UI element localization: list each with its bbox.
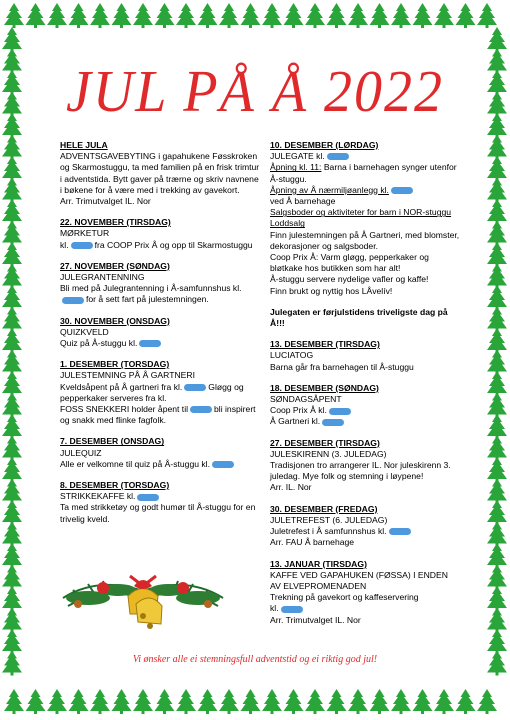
event-text-part: Barna går fra barnehagen til Å-stuggu: [270, 361, 414, 372]
event-text-part: Åpning kl. 11:: [270, 162, 322, 173]
tree-icon: [370, 3, 390, 28]
tree-icon: [2, 436, 22, 461]
redaction-mark: [139, 340, 161, 347]
tree-icon: [487, 135, 507, 160]
redaction-mark: [212, 461, 234, 468]
tree-icon: [262, 3, 282, 28]
tree-icon: [391, 3, 411, 28]
event-date-heading: 27. DESEMBER (TIRSDAG): [270, 437, 380, 448]
tree-icon: [2, 27, 22, 52]
tree-icon: [133, 689, 153, 714]
tree-icon: [487, 371, 507, 396]
event-text: [270, 162, 460, 184]
event-text: [60, 404, 260, 426]
event-text: [60, 283, 260, 305]
event-block: [60, 140, 260, 207]
tree-icon: [4, 3, 24, 28]
tree-icon: [262, 689, 282, 714]
event-text-part: fra COOP Prix Å og opp til Skarmostuggu: [94, 239, 253, 250]
tree-icon: [487, 285, 507, 310]
event-text-part: Trekning på gavekort og kaffeservering: [270, 592, 419, 603]
tree-icon: [487, 393, 507, 418]
tree-icon: [487, 70, 507, 95]
tree-icon: [198, 3, 218, 28]
event-text: [270, 482, 460, 493]
event-text: [270, 615, 460, 626]
tree-icon: [90, 689, 110, 714]
redaction-mark: [62, 297, 84, 304]
tree-icon: [413, 3, 433, 28]
tree-icon: [26, 689, 46, 714]
page-title: JUL PÅ Å 2022: [65, 59, 445, 125]
tree-icon: [2, 307, 22, 332]
tree-icon: [391, 689, 411, 714]
tree-icon: [2, 586, 22, 611]
tree-icon: [487, 565, 507, 590]
tree-icon: [487, 608, 507, 633]
event-text: [270, 592, 460, 603]
tree-icon: [2, 156, 22, 181]
redaction-mark: [329, 408, 351, 415]
event-text: [60, 240, 260, 251]
event-text-part: JULEQUIZ: [60, 447, 102, 458]
footer-greeting: Vi ønsker alle ei stemningsfull adventstid og ei riktig god jul!: [132, 654, 378, 665]
event-text-part: kl.: [270, 603, 279, 614]
tree-icon: [434, 3, 454, 28]
tree-icon: [487, 27, 507, 52]
event-block: [270, 504, 460, 549]
event-text-part: ved Å barnehage: [270, 196, 336, 207]
event-text: [60, 459, 260, 470]
event-text-part: Å Gartneri kl.: [270, 416, 321, 427]
event-text-part: ADVENTSGAVEBYTING i gapahukene Føsskroken og Skarmostuggu, ta med familien på en frisk trimtur i adventstida. Bytt gaver på trærne og skriv navnene i bøkene for å være med i trekking av gavekort.: [60, 151, 260, 195]
event-text: [60, 228, 260, 239]
tree-icon: [2, 135, 22, 160]
tree-icon: [2, 522, 22, 547]
event-block: [270, 438, 460, 494]
event-text: [270, 515, 460, 526]
tree-icon: [112, 689, 132, 714]
event-block: [60, 436, 260, 470]
tree-icon: [327, 3, 347, 28]
event-text: [60, 448, 260, 459]
event-text: [270, 460, 460, 482]
event-text-part: LUCIATOG: [270, 350, 314, 361]
event-text-part: Juletrefest i Å samfunnshus kl.: [270, 526, 387, 537]
tree-icon: [112, 3, 132, 28]
event-text: [270, 196, 460, 207]
tree-icon: [327, 689, 347, 714]
event-text-part: Finn brukt og nyttig hos LÅvelív!: [270, 285, 393, 296]
event-text: [270, 307, 460, 329]
tree-icon: [348, 3, 368, 28]
event-text: [270, 362, 460, 373]
tree-icon: [348, 689, 368, 714]
event-text: [60, 327, 260, 338]
event-text-part: Barna i barnehagen synger utenfor Å-stuggu.: [270, 162, 457, 184]
event-text-part: Tradisjonen tro arrangerer IL. Nor juleskirenn 3. juledag. Mye folk og stemning i løypene!: [270, 460, 451, 482]
tree-icon: [2, 70, 22, 95]
tree-icon: [219, 3, 239, 28]
event-date-heading: HELE JULA: [60, 140, 108, 150]
event-text-part: Coop Prix Å kl.: [270, 405, 327, 416]
event-text: [270, 603, 460, 614]
event-text-part: Bli med på Julegrantenning i Å-samfunnshus kl.: [60, 283, 242, 294]
event-text: [60, 382, 260, 404]
event-date-heading: 27. NOVEMBER (SØNDAG): [60, 260, 170, 271]
event-text: [270, 537, 460, 548]
tree-icon: [487, 436, 507, 461]
event-text: [270, 416, 460, 427]
tree-icon: [26, 3, 46, 28]
event-text-part: Kveldsåpent på Å gartneri fra kl.: [60, 381, 183, 392]
event-text-part: Quiz på Å-stuggu kl.: [60, 338, 138, 349]
right-column: [270, 140, 460, 636]
event-text-part: bli inspirert og snakk med flinke fagfolk.: [60, 404, 256, 426]
event-text-part: SØNDAGSÅPENT: [270, 394, 342, 405]
tree-icon: [487, 264, 507, 289]
tree-icon: [487, 586, 507, 611]
tree-icon: [2, 221, 22, 246]
tree-icon: [241, 3, 261, 28]
tree-icon: [219, 689, 239, 714]
tree-icon: [487, 457, 507, 482]
event-block: [60, 261, 260, 306]
tree-icon: [69, 689, 89, 714]
tree-icon: [155, 689, 175, 714]
tree-icon: [133, 3, 153, 28]
tree-icon: [434, 689, 454, 714]
tree-icon: [487, 629, 507, 654]
tree-icon: [305, 689, 325, 714]
tree-icon: [477, 3, 497, 28]
event-date-heading: 13. DESEMBER (TIRSDAG): [270, 339, 380, 350]
tree-icon: [198, 689, 218, 714]
tree-icon: [2, 178, 22, 203]
event-text: [270, 185, 460, 196]
tree-icon: [47, 689, 67, 714]
tree-icon: [487, 49, 507, 74]
tree-icon: [487, 178, 507, 203]
tree-icon: [2, 543, 22, 568]
event-text: [270, 286, 460, 297]
event-text-part: Loddsalg: [270, 218, 305, 229]
event-date-heading: 1. DESEMBER (TORSDAG): [60, 359, 170, 370]
event-text-part: Finn julestemningen på Å Gartneri, med blomster, dekorasjoner og salgsboder.: [270, 229, 460, 251]
tree-icon: [2, 393, 22, 418]
tree-icon: [2, 457, 22, 482]
event-text-part: Åpning av Å nærmiljøanlegg kl.: [270, 184, 389, 195]
redaction-mark: [190, 406, 212, 413]
tree-icon: [370, 689, 390, 714]
tree-icon: [284, 689, 304, 714]
tree-icon: [2, 414, 22, 439]
event-block: [270, 140, 460, 297]
tree-icon: [284, 3, 304, 28]
event-block: [60, 359, 260, 426]
redaction-mark: [391, 187, 413, 194]
event-text: [270, 394, 460, 405]
tree-icon: [487, 414, 507, 439]
event-date-heading: 30. NOVEMBER (ONSDAG): [60, 315, 170, 326]
event-text: [270, 218, 460, 229]
tree-icon: [487, 543, 507, 568]
tree-icon: [2, 565, 22, 590]
tree-icon: [2, 479, 22, 504]
event-block: [60, 316, 260, 350]
event-text-part: Ta med strikketøy og godt humør til Å-stuggu for en trivelig kveld.: [60, 502, 256, 524]
event-block: [270, 339, 460, 373]
tree-icon: [2, 500, 22, 525]
event-text-part: Arr. Trimutvalget IL. Nor: [270, 614, 361, 625]
tree-icon: [2, 629, 22, 654]
event-text-part: JULESTEMNING PÅ Å GARTNERI: [60, 370, 195, 381]
tree-icon: [487, 199, 507, 224]
event-text: [60, 151, 260, 196]
event-text: [270, 405, 460, 416]
event-text: [270, 526, 460, 537]
tree-icon: [487, 156, 507, 181]
tree-icon: [176, 689, 196, 714]
event-text: [270, 274, 460, 285]
event-text-part: Julegaten er førjulstidens triveligste dag på Å!!!: [270, 306, 448, 329]
tree-icon: [241, 689, 261, 714]
tree-icon: [2, 350, 22, 375]
event-text: [270, 350, 460, 361]
event-text-part: for å sett fart på julestemningen.: [86, 294, 209, 305]
event-block: [270, 559, 460, 626]
tree-icon: [69, 3, 89, 28]
tree-icon: [487, 500, 507, 525]
tree-icon: [2, 49, 22, 74]
tree-icon: [305, 3, 325, 28]
event-text: [60, 370, 260, 381]
tree-icon: [2, 242, 22, 267]
tree-icon: [2, 199, 22, 224]
event-text-part: Å-stuggu servere nydelige vafler og kaffe!: [270, 274, 429, 285]
tree-icon: [487, 479, 507, 504]
redaction-mark: [327, 153, 349, 160]
event-date-heading: 18. DESEMBER (SØNDAG): [270, 382, 379, 393]
event-text-part: Coop Prix Å: Varm gløgg, pepperkaker og bløtkake hos butikken som har alt!: [270, 252, 429, 274]
event-date-heading: 10. DESEMBER (LØRDAG): [270, 140, 379, 150]
tree-icon: [487, 307, 507, 332]
redaction-mark: [71, 242, 93, 249]
tree-icon: [4, 689, 24, 714]
event-block: [60, 217, 260, 251]
tree-icon: [487, 651, 507, 676]
tree-icon: [2, 328, 22, 353]
tree-icon: [456, 3, 476, 28]
event-text-part: Arr. FAU Å barnehage: [270, 537, 355, 548]
tree-icon: [487, 522, 507, 547]
event-text: [60, 338, 260, 349]
event-date-heading: 30. DESEMBER (FREDAG): [270, 503, 378, 514]
event-block: [60, 480, 260, 525]
tree-icon: [477, 689, 497, 714]
redaction-mark: [184, 384, 206, 391]
left-column: [60, 140, 260, 535]
event-text-part: Salgsboder og aktiviteter for barn i NOR-stuggu: [270, 207, 452, 218]
redaction-mark: [137, 494, 159, 501]
event-date-heading: 8. DESEMBER (TORSDAG): [60, 480, 170, 491]
event-text-part: Arr. Trimutvalget IL. Nor: [60, 196, 151, 207]
christmas-bells-wreath-image: [58, 556, 228, 641]
event-text: [60, 272, 260, 283]
event-text-part: JULEGRANTENNING: [60, 272, 145, 283]
tree-icon: [2, 285, 22, 310]
tree-icon: [2, 264, 22, 289]
tree-icon: [487, 113, 507, 138]
redaction-mark: [322, 419, 344, 426]
tree-icon: [456, 689, 476, 714]
event-date-heading: 7. DESEMBER (ONSDAG): [60, 436, 165, 447]
event-text-part: KAFFE VED GAPAHUKEN (FØSSA) I ENDEN AV ELVEPROMENADEN: [270, 569, 448, 591]
event-text-part: Arr. IL. Nor: [270, 482, 312, 493]
tree-icon: [487, 328, 507, 353]
event-date-heading: 22. NOVEMBER (TIRSDAG): [60, 217, 171, 228]
tree-icon: [2, 92, 22, 117]
event-text-part: JULESKIRENN (3. JULEDAG): [270, 448, 387, 459]
event-block: [270, 383, 460, 428]
event-text-part: JULETREFEST (6. JULEDAG): [270, 514, 388, 525]
tree-icon: [2, 371, 22, 396]
event-text-part: QUIZKVELD: [60, 326, 109, 337]
event-block: [270, 307, 460, 329]
event-text-part: FOSS SNEKKERI holder åpent til: [60, 404, 189, 415]
event-text: [60, 502, 260, 524]
event-text-part: JULEGATE kl.: [270, 151, 325, 162]
event-text: [270, 207, 460, 218]
event-text: [270, 252, 460, 274]
event-text: [270, 570, 460, 592]
event-text: [270, 449, 460, 460]
tree-icon: [487, 242, 507, 267]
tree-icon: [487, 92, 507, 117]
tree-icon: [90, 3, 110, 28]
redaction-mark: [389, 528, 411, 535]
tree-icon: [487, 350, 507, 375]
tree-icon: [176, 3, 196, 28]
tree-icon: [2, 651, 22, 676]
event-text-part: kl.: [60, 239, 69, 250]
event-text-part: MØRKETUR: [60, 228, 110, 239]
event-text: [270, 151, 460, 162]
event-text: [60, 196, 260, 207]
event-text-part: Alle er velkomne til quiz på Å-stuggu kl.: [60, 458, 210, 469]
tree-icon: [47, 3, 67, 28]
event-text-part: STRIKKEKAFFE kl.: [60, 491, 136, 502]
redaction-mark: [281, 606, 303, 613]
tree-icon: [2, 113, 22, 138]
tree-icon: [487, 221, 507, 246]
event-text-part: Gløgg og pepperkaker serveres fra kl.: [60, 381, 244, 403]
tree-icon: [413, 689, 433, 714]
tree-icon: [155, 3, 175, 28]
tree-icon: [2, 608, 22, 633]
event-text: [270, 230, 460, 252]
event-text: [60, 491, 260, 502]
event-date-heading: 13. JANUAR (TIRSDAG): [270, 558, 367, 569]
